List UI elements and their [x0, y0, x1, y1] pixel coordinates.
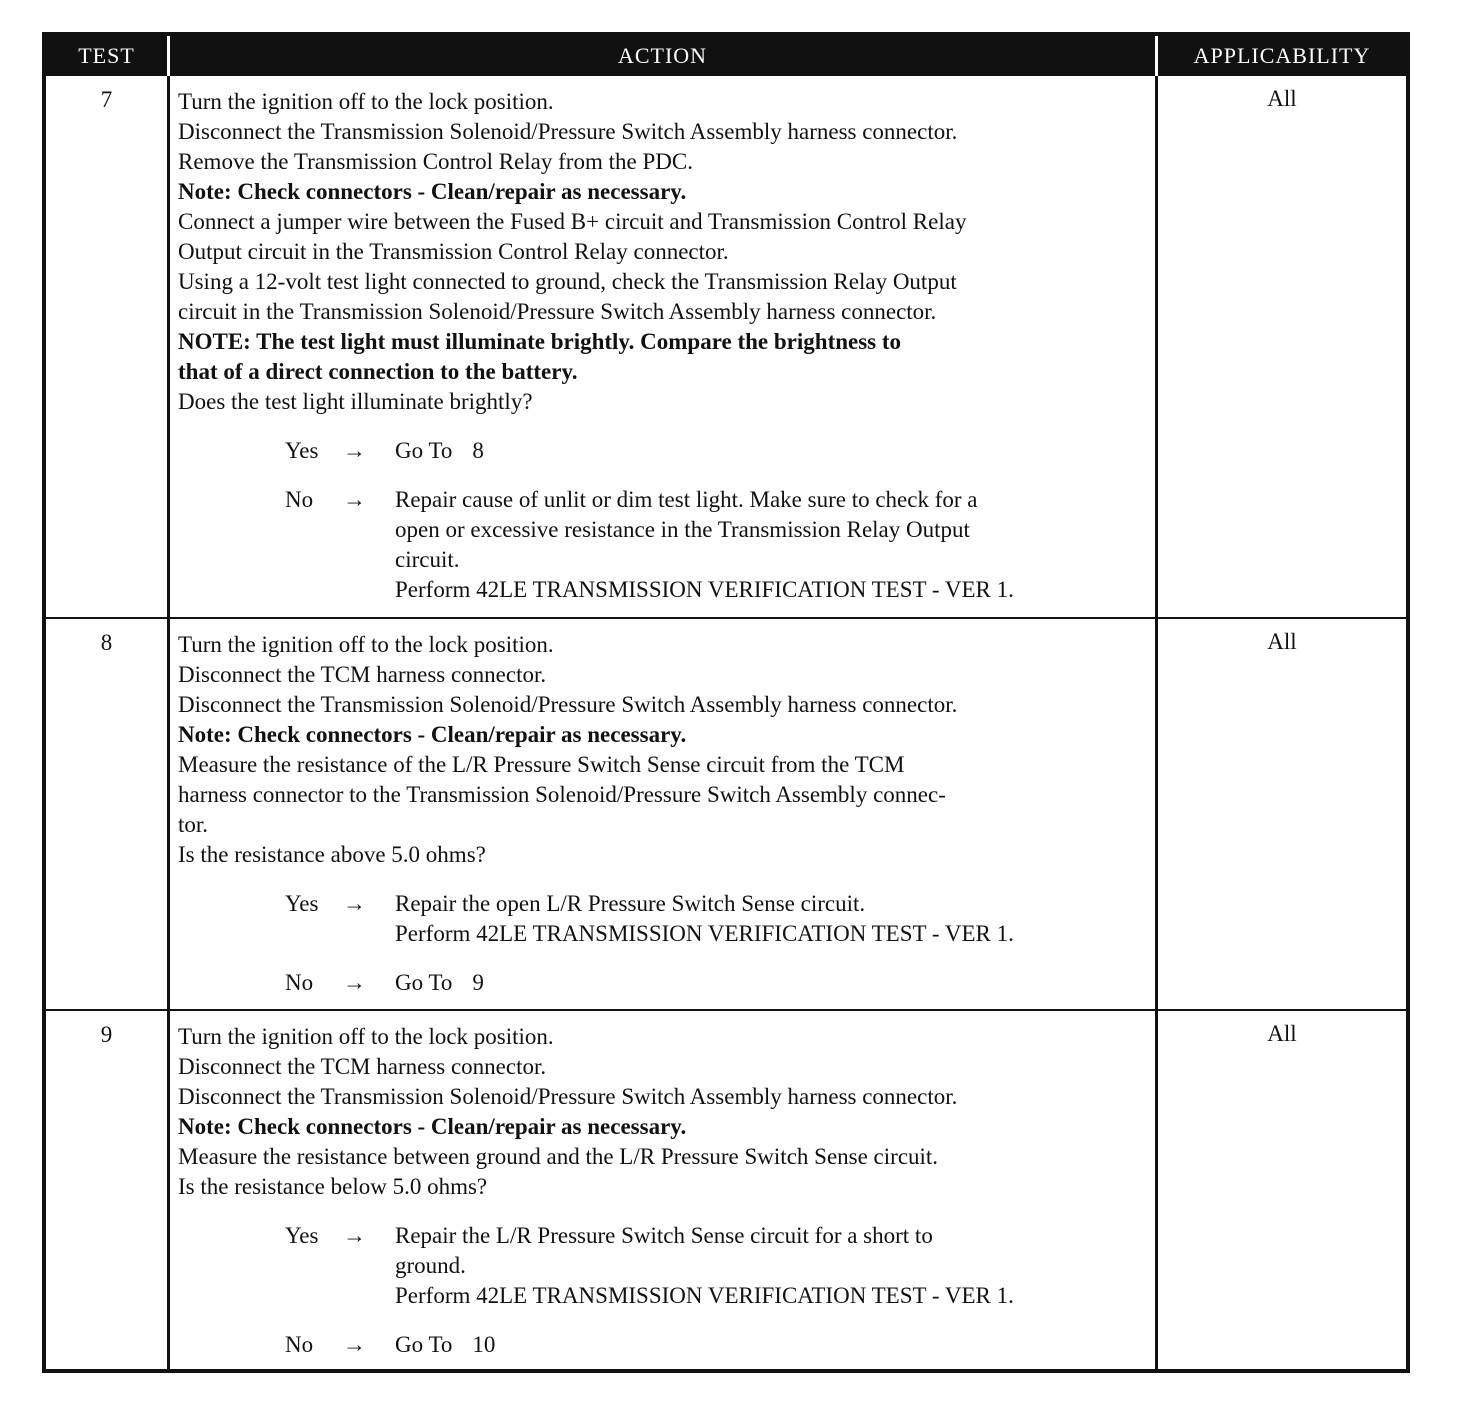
- diagnostic-test-table: [42, 32, 1410, 1373]
- action-line: Measure the resistance between ground and the L/R Pressure Switch Sense circuit.: [178, 1144, 939, 1169]
- action-question: Does the test light illuminate brightly?: [178, 389, 533, 414]
- arrow-right-icon: →: [343, 1223, 366, 1248]
- action-line: harness connector to the Transmission Solenoid/Pressure Switch Assembly connec-: [178, 782, 946, 807]
- action-note: NOTE: The test light must illuminate brightly. Compare the brightness to: [178, 329, 902, 354]
- answer-body: [395, 485, 1147, 605]
- arrow-right-icon: →: [343, 1332, 366, 1357]
- action-note: Note: Check connectors - Clean/repair as necessary.: [178, 722, 687, 747]
- answer-label: Yes: [285, 891, 319, 916]
- answer-line: Perform 42LE TRANSMISSION VERIFICATION TEST - VER 1.: [395, 1283, 1014, 1308]
- action-line: Turn the ignition off to the lock position.: [178, 632, 554, 657]
- action-question: Is the resistance below 5.0 ohms?: [178, 1174, 488, 1199]
- table-row-test-8: [46, 617, 1406, 1009]
- table-header: [46, 36, 1406, 76]
- answer-yes: [285, 1221, 1147, 1311]
- answer-label: No: [285, 1332, 314, 1357]
- answer-label: Yes: [285, 1223, 319, 1248]
- answer-yes: [285, 436, 1147, 466]
- answer-label: No: [285, 487, 314, 512]
- action-question: Is the resistance above 5.0 ohms?: [178, 842, 486, 867]
- answer-no: [285, 485, 1147, 605]
- action-line: Using a 12-volt test light connected to ground, check the Transmission Relay Output: [178, 269, 957, 294]
- answer-line: circuit.: [395, 547, 460, 572]
- goto-number: 8: [472, 438, 484, 463]
- action-note: that of a direct connection to the battery.: [178, 359, 578, 384]
- action-line: tor.: [178, 812, 209, 837]
- action-line: Output circuit in the Transmission Control Relay connector.: [178, 239, 729, 264]
- arrow-right-icon: →: [343, 438, 366, 463]
- action-note: Note: Check connectors - Clean/repair as necessary.: [178, 179, 687, 204]
- answer-no: [285, 1330, 1147, 1360]
- test-number: 8: [100, 630, 113, 655]
- header-applicability: APPLICABILITY: [1155, 36, 1406, 76]
- answer-line: Repair the L/R Pressure Switch Sense circuit for a short to: [395, 1223, 933, 1248]
- table-row-test-9: [46, 1009, 1406, 1369]
- answer-line: Perform 42LE TRANSMISSION VERIFICATION TEST - VER 1.: [395, 921, 1014, 946]
- answer-body: [395, 1221, 1147, 1311]
- action-cell: [167, 619, 1155, 1009]
- answer-line: open or excessive resistance in the Transmission Relay Output: [395, 517, 970, 542]
- arrow-right-icon: →: [343, 487, 366, 512]
- action-line: Disconnect the TCM harness connector.: [178, 1054, 547, 1079]
- test-number: 7: [100, 87, 113, 112]
- header-test: TEST: [78, 43, 135, 68]
- answer-line: ground.: [395, 1253, 466, 1278]
- answer-body: [395, 436, 1147, 466]
- applicability-cell: All: [1155, 76, 1406, 617]
- action-cell: [167, 1011, 1155, 1369]
- applicability-cell: All: [1155, 1011, 1406, 1369]
- goto-label: Go To: [395, 970, 453, 995]
- action-line: Disconnect the Transmission Solenoid/Pressure Switch Assembly harness connector.: [178, 119, 958, 144]
- goto-number: 9: [472, 970, 484, 995]
- answer-line: Perform 42LE TRANSMISSION VERIFICATION TEST - VER 1.: [395, 577, 1014, 602]
- header-action: ACTION: [167, 36, 1155, 76]
- action-line: Disconnect the Transmission Solenoid/Pressure Switch Assembly harness connector.: [178, 692, 958, 717]
- goto-number: 10: [472, 1332, 496, 1357]
- action-line: Disconnect the TCM harness connector.: [178, 662, 547, 687]
- table-row-test-7: [46, 76, 1406, 617]
- goto-label: Go To: [395, 438, 453, 463]
- arrow-right-icon: →: [343, 970, 366, 995]
- action-line: Remove the Transmission Control Relay from the PDC.: [178, 149, 693, 174]
- answer-yes: [285, 889, 1147, 949]
- action-line: Connect a jumper wire between the Fused B+ circuit and Transmission Control Relay: [178, 209, 967, 234]
- action-line: Disconnect the Transmission Solenoid/Pressure Switch Assembly harness connector.: [178, 1084, 958, 1109]
- test-number: 9: [100, 1022, 113, 1047]
- goto-label: Go To: [395, 1332, 453, 1357]
- action-line: Turn the ignition off to the lock position.: [178, 1024, 554, 1049]
- answer-line: Repair cause of unlit or dim test light. Make sure to check for a: [395, 487, 978, 512]
- answer-body: [395, 1330, 1147, 1360]
- action-note: Note: Check connectors - Clean/repair as necessary.: [178, 1114, 687, 1139]
- answer-no: [285, 968, 1147, 998]
- action-line: circuit in the Transmission Solenoid/Pressure Switch Assembly harness connector.: [178, 299, 937, 324]
- action-line: Turn the ignition off to the lock position.: [178, 89, 554, 114]
- answer-line: Repair the open L/R Pressure Switch Sense circuit.: [395, 891, 866, 916]
- action-line: Measure the resistance of the L/R Pressure Switch Sense circuit from the TCM: [178, 752, 905, 777]
- action-cell: [167, 76, 1155, 617]
- answer-body: [395, 968, 1147, 998]
- answer-body: [395, 889, 1147, 949]
- arrow-right-icon: →: [343, 891, 366, 916]
- answer-label: Yes: [285, 438, 319, 463]
- applicability-cell: All: [1155, 619, 1406, 1009]
- answer-label: No: [285, 970, 314, 995]
